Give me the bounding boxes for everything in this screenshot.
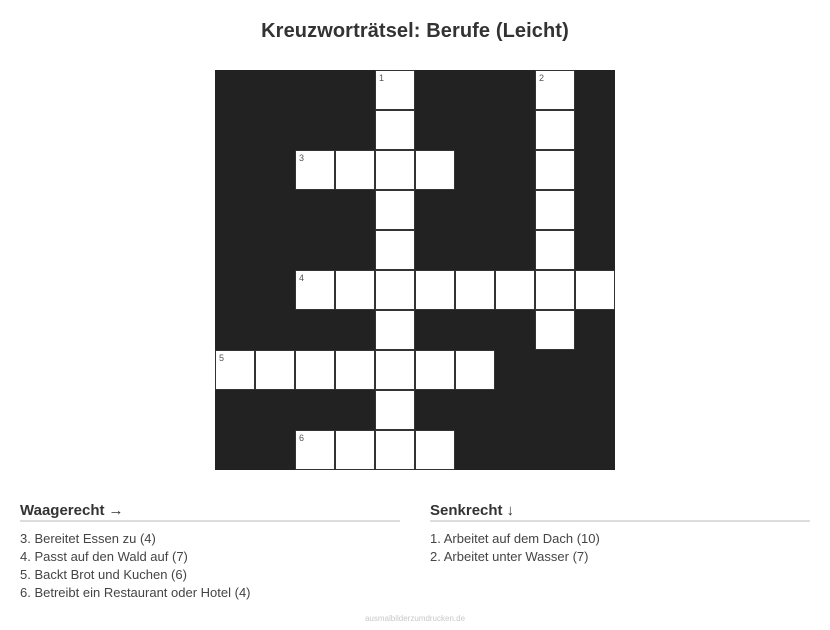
crossword-cell[interactable]	[255, 350, 295, 390]
across-heading	[20, 502, 400, 522]
clue-item: 2. Arbeitet unter Wasser (7)	[430, 549, 589, 564]
crossword-cell[interactable]	[415, 430, 455, 470]
crossword-cell[interactable]	[375, 270, 415, 310]
crossword-cell[interactable]	[335, 350, 375, 390]
crossword-cell[interactable]	[535, 110, 575, 150]
crossword-cell[interactable]	[415, 350, 455, 390]
crossword-cell[interactable]	[535, 310, 575, 350]
clue-item: 1. Arbeitet auf dem Dach (10)	[430, 531, 600, 546]
crossword-cell[interactable]	[295, 270, 335, 310]
clue-number: 5	[219, 353, 225, 363]
crossword-cell[interactable]	[455, 350, 495, 390]
crossword-cell[interactable]	[415, 270, 455, 310]
crossword-cell[interactable]	[375, 310, 415, 350]
down-clue-list	[430, 530, 810, 566]
clue-item: 4. Passt auf den Wald auf (7)	[20, 549, 188, 564]
crossword-cell[interactable]	[375, 350, 415, 390]
crossword-cell[interactable]	[495, 270, 535, 310]
crossword-cell[interactable]	[375, 150, 415, 190]
crossword-cell[interactable]	[215, 350, 255, 390]
crossword-cell[interactable]	[575, 270, 615, 310]
crossword-cell[interactable]	[455, 270, 495, 310]
crossword-cell[interactable]	[415, 150, 455, 190]
crossword-cell[interactable]	[535, 270, 575, 310]
clue-number: 3	[299, 153, 305, 163]
crossword-cell[interactable]	[375, 390, 415, 430]
across-clues	[20, 502, 400, 602]
crossword-cell[interactable]	[295, 150, 335, 190]
crossword-cell[interactable]	[535, 230, 575, 270]
right-arrow-icon: →	[108, 502, 124, 519]
page-title: Kreuzworträtsel: Berufe (Leicht)	[261, 20, 569, 42]
down-arrow-icon: ↓	[506, 502, 515, 519]
crossword-cell[interactable]	[535, 150, 575, 190]
across-clue-list	[20, 530, 400, 602]
clue-item: 6. Betreibt ein Restaurant oder Hotel (4)	[20, 585, 251, 600]
crossword-cell[interactable]	[375, 190, 415, 230]
down-clues	[430, 502, 810, 566]
clue-number: 4	[299, 273, 305, 283]
crossword-cell[interactable]	[375, 230, 415, 270]
crossword-cell[interactable]	[335, 150, 375, 190]
down-heading-label: Senkrecht	[430, 502, 503, 519]
crossword-cell[interactable]	[535, 190, 575, 230]
footer-watermark: ausmalbilderzumdrucken.de	[364, 614, 466, 623]
crossword-cell[interactable]	[335, 430, 375, 470]
crossword-cell[interactable]	[335, 270, 375, 310]
crossword-cell[interactable]	[375, 430, 415, 470]
crossword-grid	[215, 70, 615, 470]
clue-number: 6	[299, 433, 305, 443]
crossword-cell[interactable]	[375, 70, 415, 110]
crossword-cell[interactable]	[295, 350, 335, 390]
clue-number: 1	[379, 73, 385, 83]
clue-number: 2	[539, 73, 545, 83]
crossword-cell[interactable]	[375, 110, 415, 150]
crossword-cell[interactable]	[295, 430, 335, 470]
clue-item: 3. Bereitet Essen zu (4)	[20, 531, 156, 546]
down-heading	[430, 502, 810, 522]
across-heading-label: Waagerecht	[20, 502, 105, 519]
clue-item: 5. Backt Brot und Kuchen (6)	[20, 567, 187, 582]
crossword-cell[interactable]	[535, 70, 575, 110]
